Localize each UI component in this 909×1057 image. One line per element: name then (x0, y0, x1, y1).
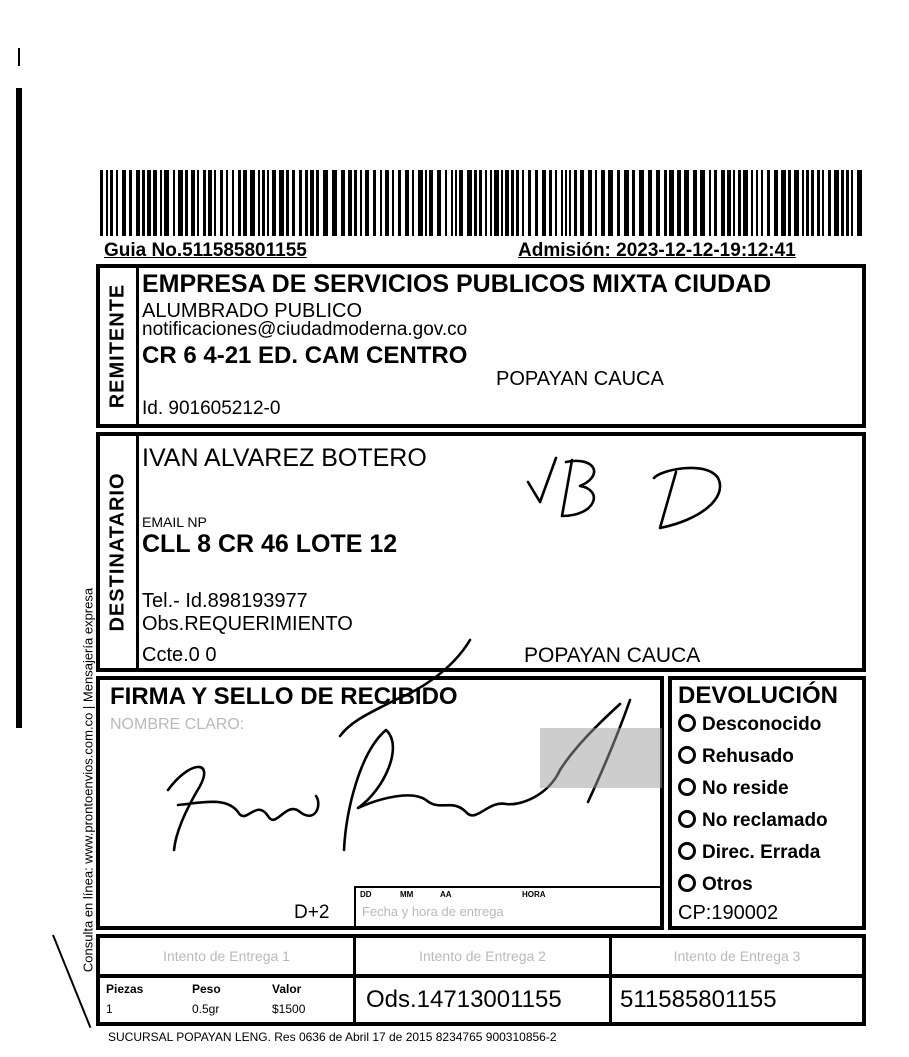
barcode-bar (418, 170, 423, 236)
radio-icon (678, 746, 696, 764)
barcode-bar (806, 170, 809, 236)
guide-number: Guia No.511585801155 (104, 240, 307, 261)
date-header-aa: AA (440, 890, 452, 899)
receipt-title: FIRMA Y SELLO DE RECIBIDO (110, 683, 458, 710)
attempt-1 (100, 938, 356, 974)
barcode-bar (549, 170, 552, 236)
barcode-bar (479, 170, 482, 236)
tracking-cell (612, 978, 862, 1022)
barcode-bar (743, 170, 748, 236)
barcode-bar (794, 170, 799, 236)
barcode-bar (129, 170, 132, 236)
barcode-bar (250, 170, 255, 236)
barcode-bar (714, 170, 717, 236)
barcode-bar (632, 170, 635, 236)
attempt-3 (612, 938, 862, 974)
recipient-tel: Tel.- Id.898193977 (142, 590, 308, 612)
barcode-bar (365, 170, 369, 236)
barcode-bar (542, 170, 546, 236)
option-label: No reside (702, 778, 789, 799)
barcode-bar (214, 170, 216, 236)
barcode-bar (373, 170, 376, 236)
barcode-bar (648, 170, 652, 236)
barcode-bar (588, 170, 592, 236)
barcode-bar (617, 170, 620, 236)
barcode-bar (360, 170, 362, 236)
scan-edge-tick (18, 48, 20, 66)
barcode-bar (817, 170, 820, 236)
remitente-label: REMITENTE (106, 283, 129, 409)
barcode-bar (767, 170, 770, 236)
barcode-bar (110, 170, 113, 236)
barcode-bar (429, 170, 433, 236)
side-note: Consulta en línea: www.prontoenvios.com.co | Mensajería expresa (80, 587, 96, 973)
barcode-bar (781, 170, 786, 236)
barcode-bar (802, 170, 804, 236)
header-valor: Valor (272, 982, 302, 996)
barcode-bar (624, 170, 629, 236)
barcode-bar (569, 170, 571, 236)
barcode-bar (122, 170, 126, 236)
barcode-bar (385, 170, 389, 236)
barcode-bar (565, 170, 567, 236)
barcode-bar (272, 170, 276, 236)
barcode-bar (841, 170, 844, 236)
barcode-bar (279, 170, 284, 236)
attempt-3-label: Intento de Entrega 3 (673, 948, 801, 964)
recipient-address: CLL 8 CR 46 LOTE 12 (142, 530, 398, 558)
barcode-bar (220, 170, 223, 236)
option-rehusado[interactable] (678, 746, 794, 768)
barcode-bar (267, 170, 269, 236)
delivery-code: D+2 (294, 902, 330, 923)
barcode-bar (100, 170, 103, 236)
sender-city: POPAYAN CAUCA (496, 368, 664, 390)
barcode-bar (738, 170, 741, 236)
barcode-bar (258, 170, 260, 236)
tracking-number: 511585801155 (620, 986, 777, 1013)
barcode-bar (425, 170, 427, 236)
package-row (96, 974, 866, 1026)
barcode-bar (485, 170, 487, 236)
barcode-bar (834, 170, 839, 236)
barcode-bar (185, 170, 188, 236)
barcode-bar (595, 170, 597, 236)
barcode-bar (455, 170, 457, 236)
barcode-bar (601, 170, 605, 236)
devolucion-title: DEVOLUCIÓN (678, 682, 839, 709)
barcode-bar (828, 170, 831, 236)
option-no-reside[interactable] (678, 778, 789, 800)
barcode-bar (535, 170, 538, 236)
barcode-bar (341, 170, 345, 236)
barcode-bar (238, 170, 241, 236)
value-valor: $1500 (272, 1002, 306, 1016)
barcode-bar (136, 170, 140, 236)
barcode-bar (639, 170, 644, 236)
barcode-bar (490, 170, 492, 236)
attempt-2-label: Intento de Entrega 2 (419, 948, 546, 964)
recipient-city: POPAYAN CAUCA (524, 644, 701, 667)
barcode-bar (555, 170, 557, 236)
value-peso: 0.5gr (192, 1002, 220, 1016)
barcode-bar (516, 170, 519, 236)
barcode-bar (664, 170, 667, 236)
barcode-bar (299, 170, 302, 236)
admission-date: Admisión: 2023-12-12-19:12:41 (518, 240, 796, 261)
barcode-bar (656, 170, 660, 236)
radio-icon (678, 810, 696, 828)
barcode-bar (323, 170, 328, 236)
remitente-label-strip (100, 268, 139, 424)
barcode-bar (451, 170, 453, 236)
date-header-mm: MM (400, 890, 414, 899)
barcode-bar (405, 170, 409, 236)
attempts-row (96, 934, 866, 978)
radio-icon (678, 842, 696, 860)
header-piezas: Piezas (106, 982, 144, 996)
option-desconocido[interactable] (678, 714, 821, 736)
barcode-bar (501, 170, 503, 236)
destinatario-label: DESTINATARIO (106, 472, 129, 632)
barcode-bar (332, 170, 337, 236)
barcode-bar (142, 170, 145, 236)
destinatario-label-strip (100, 436, 139, 668)
radio-icon (678, 778, 696, 796)
barcode-bar (380, 170, 382, 236)
barcode-bar (608, 170, 613, 236)
barcode-bar (116, 170, 118, 236)
barcode-bar (574, 170, 577, 236)
barcode-bar (153, 170, 157, 236)
barcode-bar (459, 170, 463, 236)
option-otros[interactable] (678, 874, 753, 896)
barcode-bar (467, 170, 472, 236)
barcode-bar (243, 170, 247, 236)
barcode-bar (348, 170, 352, 236)
barcode-bar (721, 170, 725, 236)
barcode-bar (164, 170, 169, 236)
sender-address: CR 6 4-21 ED. CAM CENTRO (142, 342, 468, 369)
barcode-bar (262, 170, 265, 236)
receipt-name-hint: NOMBRE CLARO: (110, 716, 245, 733)
sender-email: notificaciones@ciudadmoderna.gov.co (142, 319, 468, 340)
barcode-bar (147, 170, 151, 236)
barcode-bar (178, 170, 183, 236)
option-label: Direc. Errada (702, 842, 821, 863)
recipient-obs: Obs.REQUERIMIENTO (142, 613, 353, 635)
barcode-bar (173, 170, 175, 236)
recipient-email: EMAIL NP (142, 514, 207, 530)
barcode-bar (528, 170, 531, 236)
date-hint: Fecha y hora de entrega (362, 904, 504, 919)
barcode-bar (106, 170, 108, 236)
attempt-2 (356, 938, 612, 974)
sender-id: Id. 901605212-0 (142, 398, 281, 419)
date-header-dd: DD (360, 890, 372, 899)
barcode (100, 170, 866, 236)
remitente-section (96, 264, 866, 428)
barcode-bar (286, 170, 289, 236)
barcode-bar (693, 170, 697, 236)
barcode-bar (232, 170, 234, 236)
value-piezas: 1 (106, 1002, 113, 1016)
radio-icon (678, 714, 696, 732)
option-no-reclamado[interactable] (678, 810, 828, 832)
barcode-bar (811, 170, 814, 236)
barcode-bar (774, 170, 778, 236)
barcode-bar (505, 170, 509, 236)
barcode-bar (160, 170, 162, 236)
barcode-bar (511, 170, 514, 236)
radio-icon (678, 874, 696, 892)
barcode-bar (580, 170, 584, 236)
barcode-bar (561, 170, 563, 236)
recipient-ccte: Ccte.0 0 (142, 644, 217, 666)
barcode-bar (445, 170, 447, 236)
option-label: Desconocido (702, 714, 822, 735)
ods-number: Ods.14713001155 (366, 986, 562, 1013)
barcode-bar (761, 170, 763, 236)
barcode-bar (203, 170, 206, 236)
barcode-bar (857, 170, 862, 236)
sender-company: EMPRESA DE SERVICIOS PUBLICOS MIXTA CIUDAD (142, 270, 772, 298)
recipient-name: IVAN ALVAREZ BOTERO (142, 444, 427, 472)
barcode-bar (316, 170, 319, 236)
option-direc-errada[interactable] (678, 842, 820, 864)
barcode-bar (751, 170, 753, 236)
barcode-bar (756, 170, 758, 236)
delivery-datetime-box (354, 886, 664, 930)
barcode-bar (208, 170, 212, 236)
barcode-bar (354, 170, 357, 236)
barcode-bar (822, 170, 824, 236)
barcode-bar (522, 170, 524, 236)
barcode-bar (310, 170, 314, 236)
barcode-bar (191, 170, 195, 236)
barcode-bar (851, 170, 853, 236)
scan-edge-mark (16, 88, 22, 728)
option-label: Otros (702, 874, 753, 895)
barcode-bar (292, 170, 295, 236)
barcode-bar (474, 170, 477, 236)
destinatario-section (96, 432, 866, 672)
sender-department: ALUMBRADO PUBLICO (142, 300, 363, 322)
package-info (100, 978, 356, 1022)
devolucion-section (668, 676, 866, 930)
barcode-bar (677, 170, 681, 236)
barcode-bar (788, 170, 791, 236)
footer-line: SUCURSAL POPAYAN LENG. Res 0636 de Abril 17 de 2015 8234765 900310856-2 (108, 1030, 557, 1044)
date-header-hora: HORA (522, 890, 546, 899)
barcode-bar (398, 170, 401, 236)
option-label: No reclamado (702, 810, 828, 831)
barcode-bar (669, 170, 674, 236)
barcode-bar (305, 170, 308, 236)
header-peso: Peso (192, 982, 221, 996)
barcode-bar (727, 170, 731, 236)
barcode-bar (846, 170, 849, 236)
ods-cell (356, 978, 612, 1022)
receipt-section (96, 676, 664, 930)
barcode-bar (709, 170, 711, 236)
option-label: Rehusado (702, 746, 794, 767)
barcode-bar (494, 170, 499, 236)
barcode-bar (412, 170, 414, 236)
barcode-bar (437, 170, 441, 236)
barcode-bar (197, 170, 199, 236)
postal-code: CP:190002 (678, 902, 779, 924)
barcode-bar (226, 170, 228, 236)
barcode-bar (684, 170, 689, 236)
barcode-bar (733, 170, 735, 236)
attempt-1-label: Intento de Entrega 1 (163, 948, 290, 964)
barcode-bar (392, 170, 394, 236)
barcode-bar (700, 170, 705, 236)
